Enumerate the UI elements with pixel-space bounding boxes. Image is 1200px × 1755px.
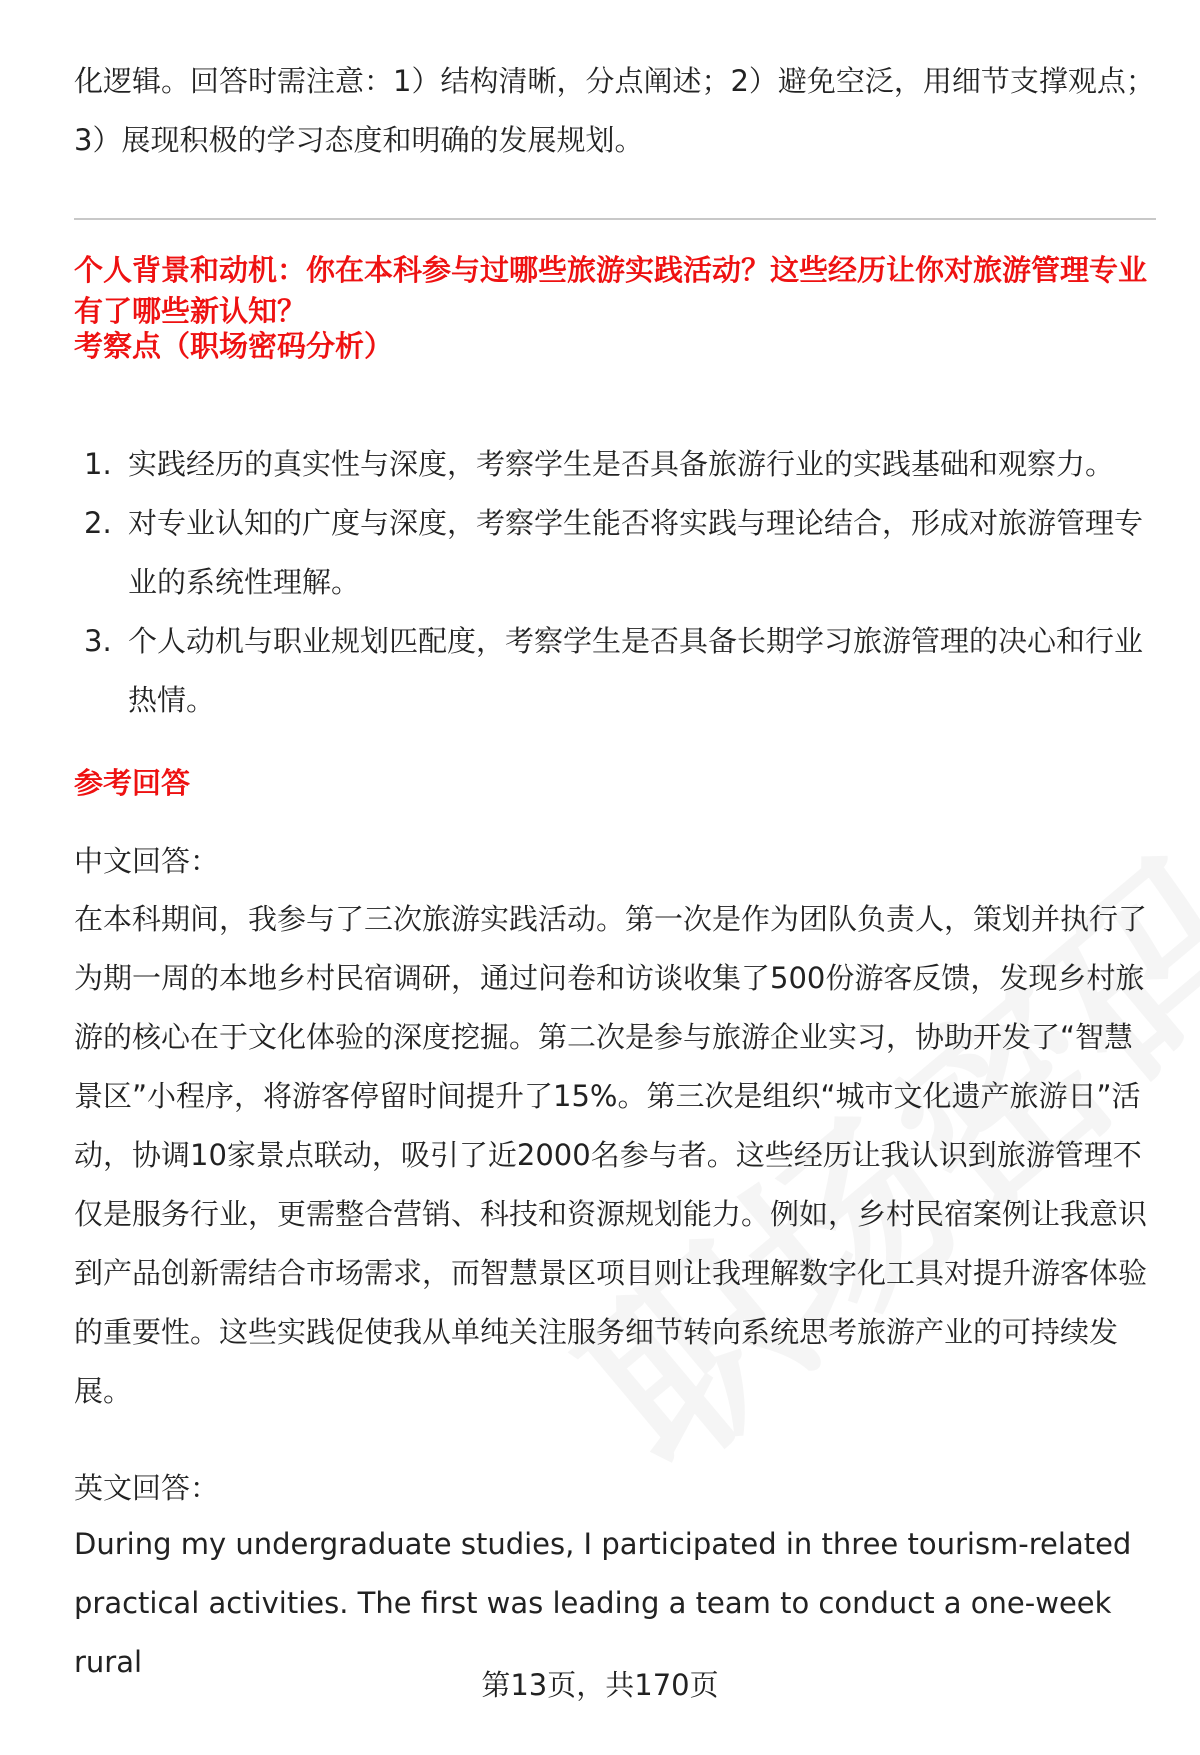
document-page	[74, 0, 1160, 1755]
page-footer: 第13页，共170页	[481, 1668, 719, 1702]
question-heading: 个人背景和动机：你在本科参与过哪些旅游实践活动？这些经历让你对旅游管理专业有了哪些新认知？	[74, 253, 1148, 328]
chinese-answer: 在本科期间，我参与了三次旅游实践活动。第一次是作为团队负责人，策划并执行了为期一周的本地乡村民宿调研，通过问卷和访谈收集了500份游客反馈，发现乡村旅游的核心在于文化体验的深度挖掘。第二次是参与旅游企业实习，协助开发了“智慧景区”小程序，将游客停留时间提升了15%。第三次是组织“城市文化遗产旅游日”活动，协调10家景点联动，吸引了近2000名参与者。这些经历让我认识到旅游管理不仅是服务行业，更需整合营销、科技和资源规划能力。例如，乡村民宿案例让我意识到产品创新需结合市场需求，而智慧景区项目则让我理解数字化工具对提升游客体验的重要性。这些实践促使我从单纯关注服务细节转向系统思考旅游产业的可持续发展。	[74, 902, 1148, 1408]
assessment-item	[74, 612, 1160, 730]
divider	[74, 218, 1156, 220]
english-answer: During my undergraduate studies, I participated in three tourism-related practical activities. The first was leading a team to conduct a one-week rural	[74, 1527, 1132, 1679]
assessment-item	[74, 435, 1160, 494]
list-number: 1.	[84, 447, 112, 481]
intro-paragraph: 化逻辑。回答时需注意：1）结构清晰，分点阐述；2）避免空泛，用细节支撑观点；3）展现积极的学习态度和明确的发展规划。	[74, 64, 1155, 157]
reference-title: 参考回答	[74, 766, 191, 800]
chinese-answer-label: 中文回答：	[74, 844, 220, 878]
list-number: 3.	[84, 624, 112, 658]
list-text: 个人动机与职业规划匹配度，考察学生是否具备长期学习旅游管理的决心和行业热情。	[128, 624, 1144, 717]
list-text: 对专业认知的广度与深度，考察学生能否将实践与理论结合，形成对旅游管理专业的系统性理解。	[128, 506, 1144, 599]
assessment-title: 考察点（职场密码分析）	[74, 329, 394, 363]
assessment-list	[74, 435, 1160, 730]
list-text: 实践经历的真实性与深度，考察学生是否具备旅游行业的实践基础和观察力。	[128, 447, 1115, 481]
english-answer-label: 英文回答：	[74, 1471, 220, 1505]
assessment-item	[74, 494, 1160, 612]
list-number: 2.	[84, 506, 112, 540]
